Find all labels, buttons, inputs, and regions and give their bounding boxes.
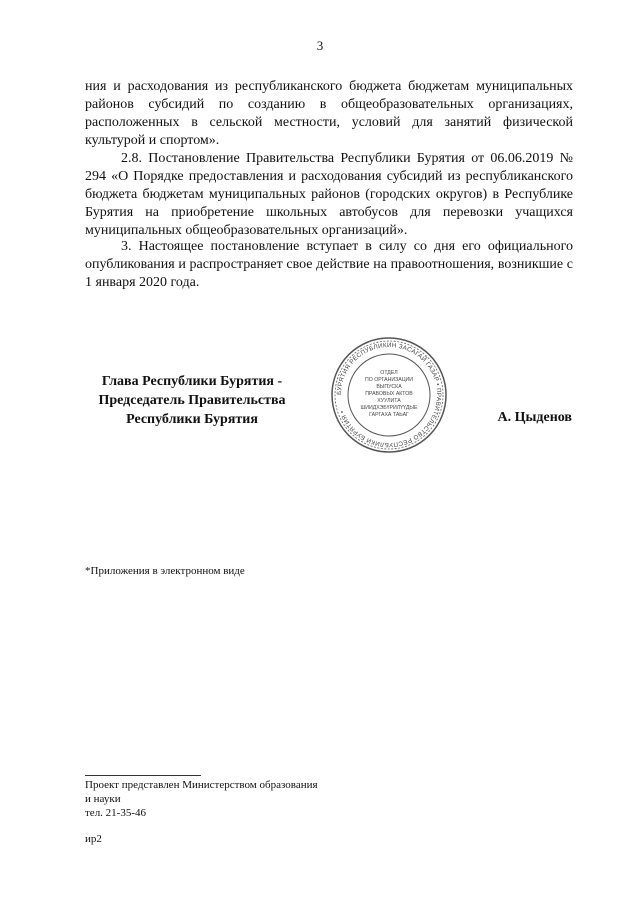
body-section-2: [85, 238, 573, 292]
seal-line-1: ОТДЕЛ: [380, 370, 398, 376]
footer-phone: тел. 21-35-46: [85, 807, 147, 819]
signer-title-line-3: Республики Бурятия: [126, 412, 258, 427]
seal-line-3: ВЫПУСКА: [376, 384, 402, 390]
signer-title-line-1: Глава Республики Бурятия -: [101, 374, 283, 389]
footer-info: [85, 778, 318, 820]
signer-title: [74, 372, 310, 429]
seal-line-6: ШИИДХЭБҮРИЛҮҮДЫЕ: [360, 405, 418, 411]
footer-divider: [85, 775, 201, 776]
signer-name: А. Цыденов: [497, 410, 572, 425]
paragraph-3: 3. Настоящее постановление вступает в силу со дня его официального опубликования и распространяет свое действие на правоотношения, возникшие с 1 января 2020 года.: [85, 239, 573, 290]
page-number: 3: [316, 38, 324, 53]
footer-line-2: и науки: [85, 793, 121, 805]
seal-line-5: ХУУЛИТА: [377, 398, 401, 404]
seal-line-2: ПО ОРГАНИЗАЦИИ: [365, 377, 413, 383]
body-section-1: [85, 78, 573, 240]
paragraph-2-8: 2.8. Постановление Правительства Республики Бурятия от 06.06.2019 № 294 «О Порядке предоставления и расходования субсидий из республиканского бюджета бюджетам муниципальных районов (городских округов) в Республике Бурятия на приобретение школьных автобусов для перевозки учащихся муниципальных общеобразовательных организаций».: [85, 151, 573, 238]
paragraph-continuation: ния и расходования из республиканского бюджета бюджетам муниципальных районов субсидий по созданию в общеобразовательных организациях, расположенных в сельской местности, условий для занятий физической культурой и спортом».: [85, 79, 573, 148]
document-code: ир2: [85, 833, 102, 845]
appendix-note: *Приложения в электронном виде: [85, 565, 245, 577]
seal-line-4: ПРАВОВЫХ АКТОВ: [365, 391, 413, 397]
seal-outer-text: БУРЯТИЯ РЕСПУБЛИКИН ЗАСАГАЙ ГАЗАР • ПРАВИТЕЛЬСТВО РЕСПУБЛИКИ БУРЯТИЯ •: [335, 341, 443, 449]
seal-line-7: ГАРГАХА ТАЬАГ: [369, 412, 409, 418]
footer-line-1: Проект представлен Министерством образования: [85, 779, 318, 791]
official-seal-stamp: [330, 336, 448, 454]
signer-title-line-2: Председатель Правительства: [98, 393, 286, 408]
